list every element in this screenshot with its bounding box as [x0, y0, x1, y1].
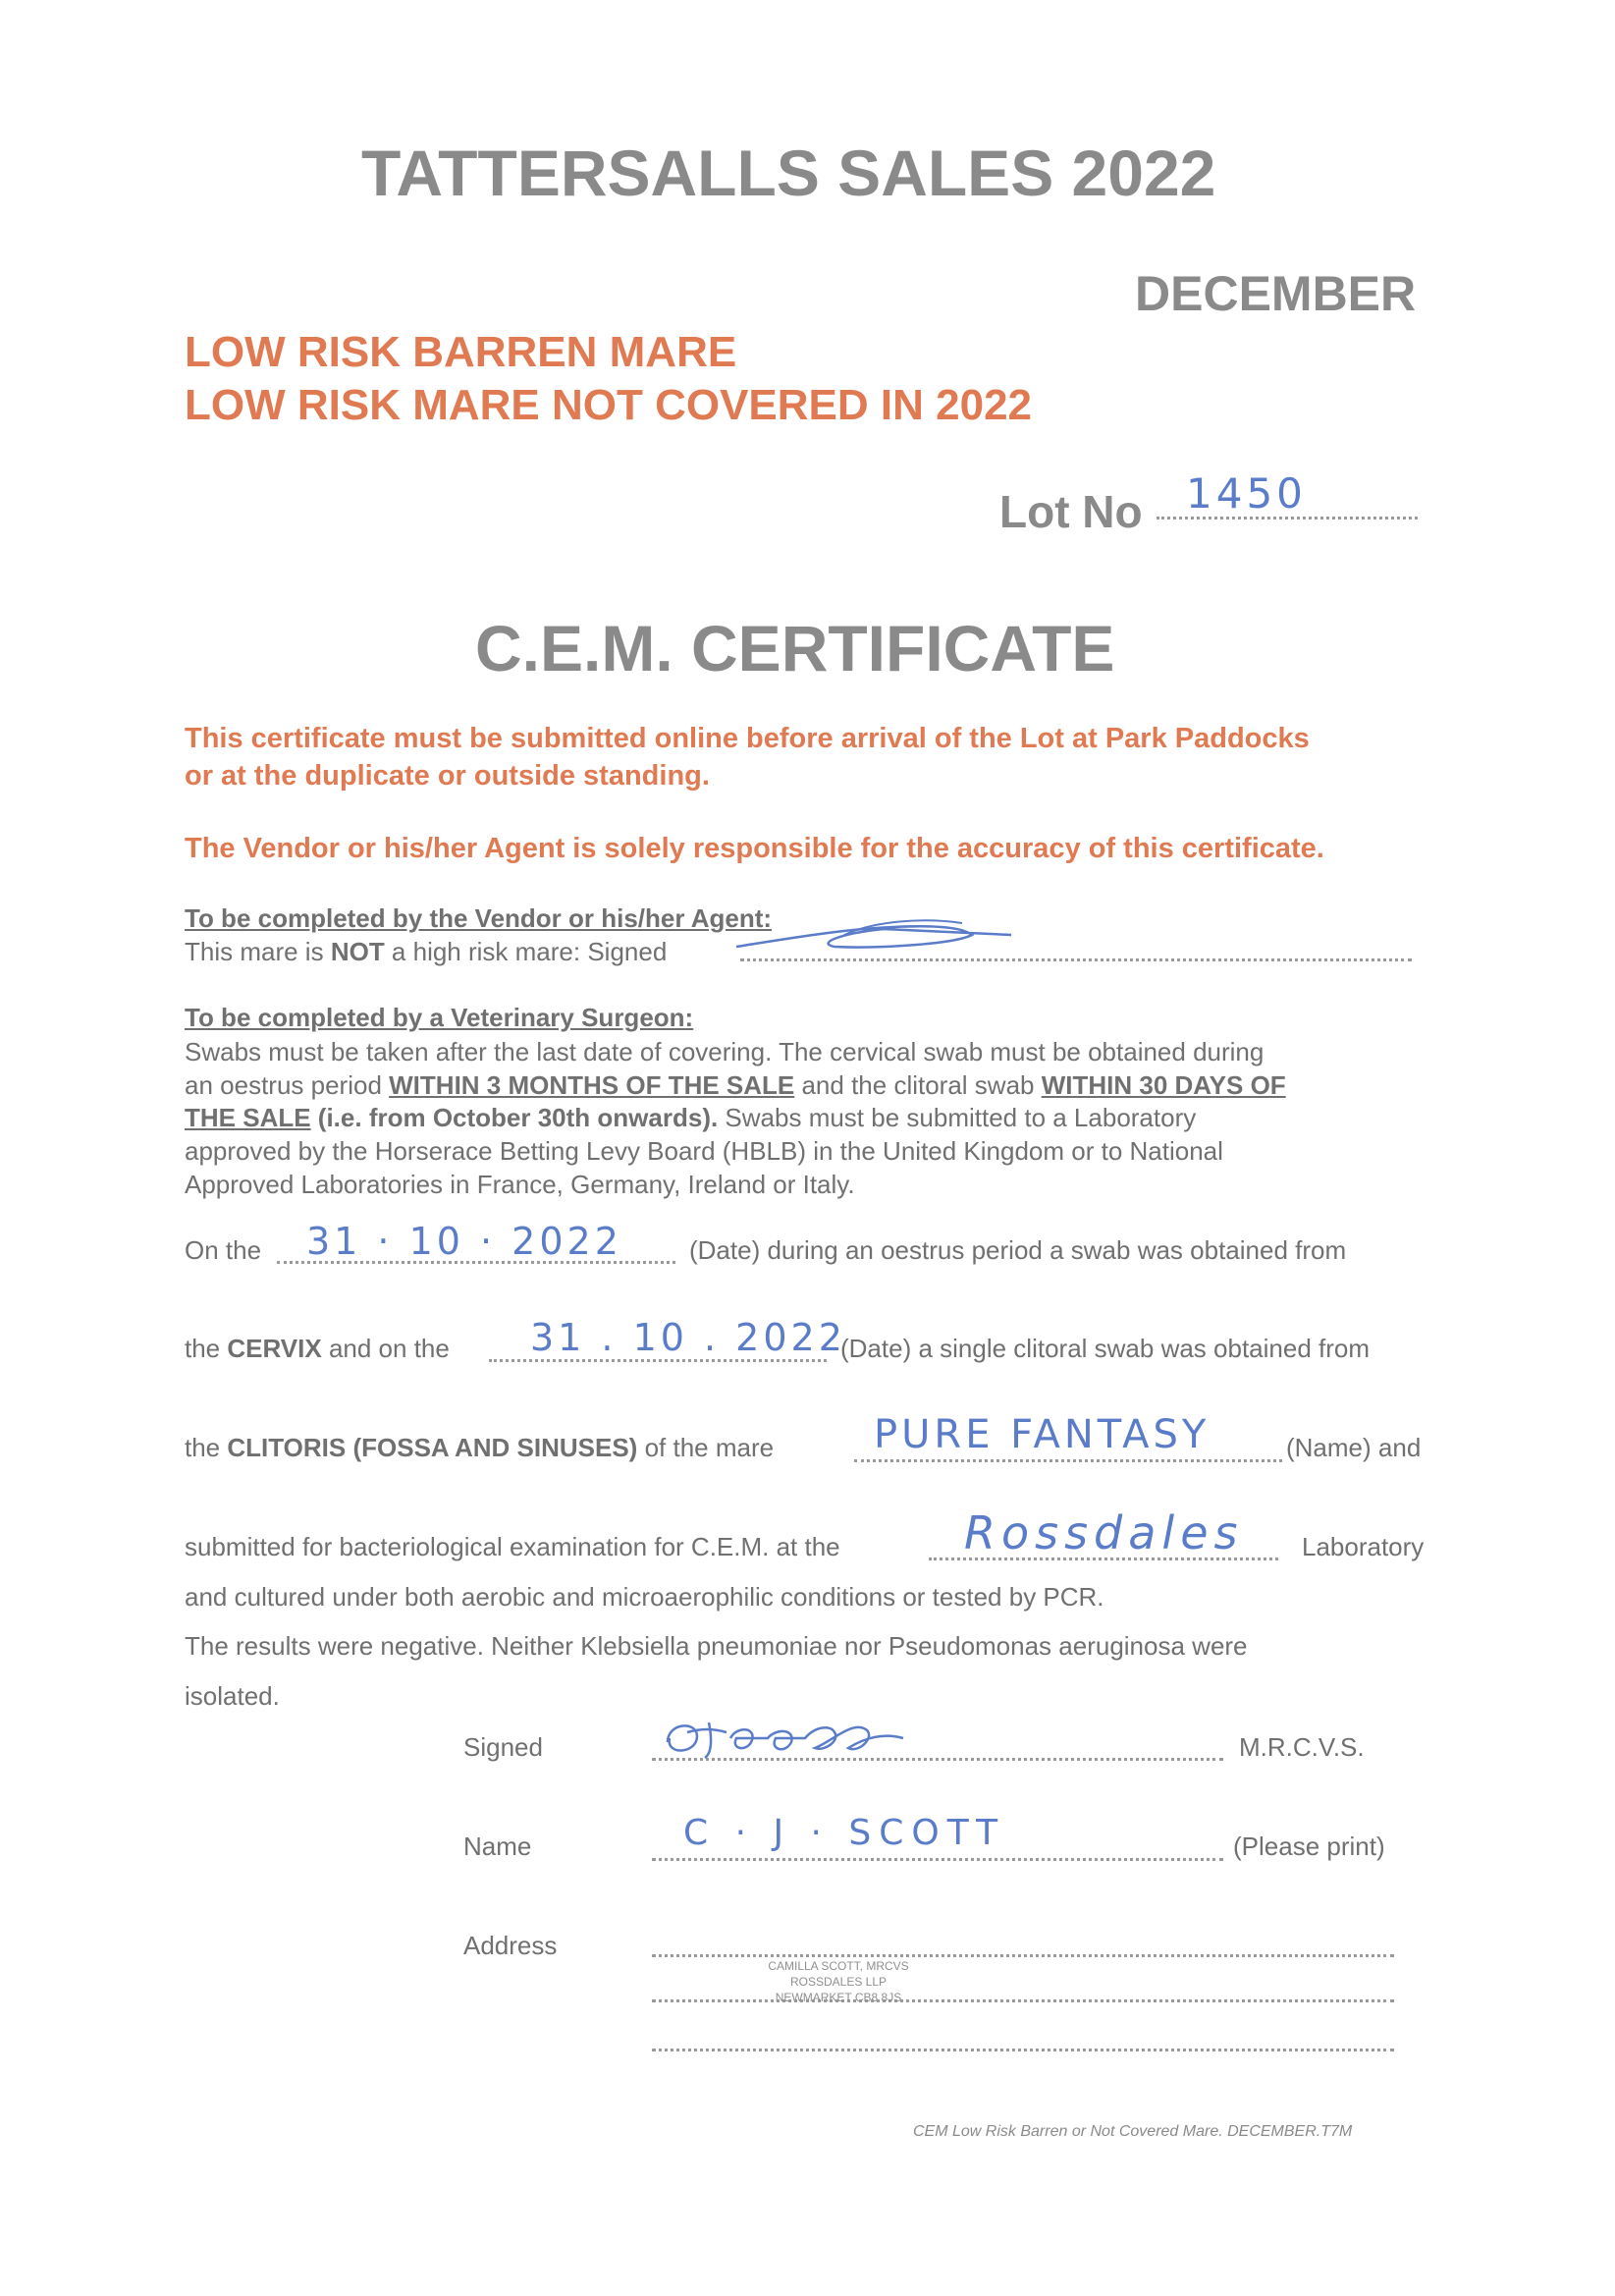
- vet-instructions-line-2: [185, 1070, 1286, 1101]
- stamp-line-1: CAMILLA SCOTT, MRCVS: [768, 1959, 909, 1973]
- swab-date-clitoral[interactable]: 31 . 10 . 2022: [530, 1316, 846, 1359]
- date2-suffix: (Date) a single clitoral swab was obtained from: [840, 1334, 1371, 1363]
- vendor-text-before: This mare is: [185, 937, 331, 966]
- document-footer-code: CEM Low Risk Barren or Not Covered Mare. DECEMBER.T7M: [913, 2123, 1353, 2140]
- document-title: TATTERSALLS SALES 2022: [361, 137, 1216, 209]
- clitoris-prefix: the: [185, 1433, 228, 1462]
- submitted-statement: submitted for bacteriological examination for C.E.M. at the: [185, 1532, 840, 1561]
- cultured-statement: and cultured under both aerobic and microaerophilic conditions or tested by PCR.: [185, 1582, 1104, 1612]
- stamp-line-3: NEWMARKET CB8 8JS: [775, 1991, 902, 2004]
- clitoris-statement: [185, 1433, 774, 1463]
- clitoris-word: CLITORIS (FOSSA AND SINUSES): [227, 1433, 638, 1462]
- vet-instructions-line-4: approved by the Horserace Betting Levy Board (HBLB) in the United Kingdom or to National: [185, 1136, 1223, 1166]
- category-line-1: LOW RISK BARREN MARE: [185, 328, 737, 376]
- laboratory-name[interactable]: Rossdales: [964, 1506, 1244, 1559]
- laboratory-suffix: Laboratory: [1302, 1532, 1425, 1561]
- stamp-line-2: ROSSDALES LLP: [789, 1975, 888, 1989]
- please-print-suffix: (Please print): [1233, 1831, 1385, 1861]
- vet-instructions-line-1: Swabs must be taken after the last date of covering. The cervical swab must be obtained during: [185, 1037, 1265, 1066]
- vet-instructions-line-3: [185, 1103, 1196, 1133]
- isolated-statement: isolated.: [185, 1681, 280, 1711]
- vendor-section-heading: To be completed by the Vendor or his/her Agent:: [185, 903, 773, 933]
- vendor-text-after: a high risk mare: Signed: [384, 937, 668, 966]
- vet-text-emph: WITHIN 3 MONTHS OF THE SALE: [389, 1070, 795, 1100]
- certificate-title: C.E.M. CERTIFICATE: [475, 612, 1115, 684]
- vet-instructions-line-5: Approved Laboratories in France, Germany, Ireland or Italy.: [185, 1170, 855, 1199]
- mare-name-line: [854, 1459, 1282, 1462]
- vet-signature[interactable]: [658, 1703, 933, 1772]
- address-label: Address: [463, 1931, 558, 1960]
- address-stamp: [750, 1958, 927, 2005]
- vet-text: an oestrus period: [185, 1070, 390, 1100]
- mare-name[interactable]: PURE FANTASY: [874, 1412, 1211, 1457]
- vet-text-emph: THE SALE: [185, 1103, 311, 1132]
- cervix-mid: and on the: [321, 1334, 450, 1363]
- on-the-label: On the: [185, 1235, 262, 1265]
- clitoris-mid: of the mare: [637, 1433, 775, 1462]
- name-suffix: (Name) and: [1286, 1433, 1422, 1462]
- date1-suffix: (Date) during an oestrus period a swab was obtained from: [689, 1235, 1347, 1265]
- vet-text-bold: (i.e. from October 30th onwards).: [310, 1103, 719, 1132]
- swab-date-cervix[interactable]: 31 · 10 · 2022: [306, 1220, 622, 1263]
- vet-name-line: [652, 1858, 1223, 1861]
- vendor-text-not: NOT: [330, 937, 385, 966]
- vendor-statement: [185, 937, 667, 967]
- vet-section-heading: To be completed by a Veterinary Surgeon:: [185, 1003, 694, 1032]
- vet-text-emph: WITHIN 30 DAYS OF: [1041, 1070, 1286, 1100]
- lot-number-label: Lot No: [999, 486, 1143, 537]
- sale-month: DECEMBER: [1135, 266, 1417, 321]
- notice-line-2: or at the duplicate or outside standing.: [185, 760, 710, 792]
- vendor-signature-line: [740, 958, 1412, 961]
- vendor-signature[interactable]: [727, 900, 1021, 958]
- cervix-statement: [185, 1334, 450, 1364]
- lot-number-value[interactable]: 1450: [1186, 469, 1307, 518]
- category-line-2: LOW RISK MARE NOT COVERED IN 2022: [185, 381, 1033, 429]
- name-label: Name: [463, 1831, 532, 1861]
- results-statement: The results were negative. Neither Klebsiella pneumoniae nor Pseudomonas aeruginosa were: [185, 1631, 1248, 1661]
- responsibility-notice: The Vendor or his/her Agent is solely responsible for the accuracy of this certificate.: [185, 833, 1324, 864]
- date2-line: [489, 1359, 827, 1362]
- address-line-1: [652, 1954, 1394, 1957]
- cervix-prefix: the: [185, 1334, 228, 1363]
- address-line-3: [652, 2049, 1394, 2051]
- mrcvs-suffix: M.R.C.V.S.: [1239, 1732, 1365, 1762]
- vet-text: Swabs must be submitted to a Laboratory: [718, 1103, 1197, 1132]
- signed-label: Signed: [463, 1732, 543, 1762]
- notice-line-1: This certificate must be submitted online before arrival of the Lot at Park Paddocks: [185, 723, 1310, 754]
- vet-text: and the clitoral swab: [794, 1070, 1042, 1100]
- cervix-word: CERVIX: [227, 1334, 322, 1363]
- vet-name[interactable]: C · J · SCOTT: [683, 1813, 1006, 1853]
